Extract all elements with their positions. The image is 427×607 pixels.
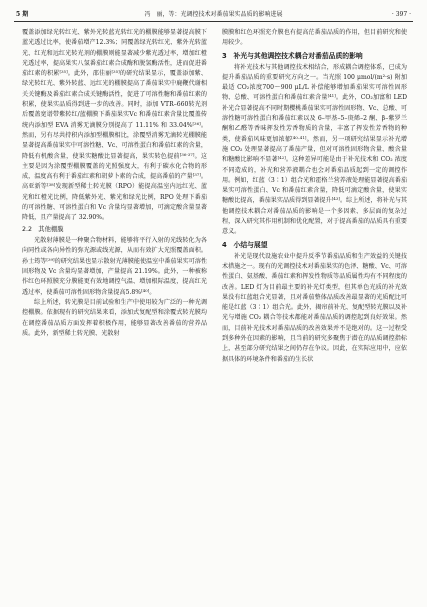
running-header	[14, 8, 413, 22]
citation-ref: [39]	[46, 256, 55, 262]
page-number: · 397 ·	[391, 11, 411, 18]
issue-number: 5 期	[16, 11, 29, 18]
text-run: 。此外，CO₂加富和 LED 补光合显著提高不同时期樱桃番茄果实可溶性固形物、Vc、总酸、可溶性糖可溶性蛋白和番茄红素以及 6–甲基–5–庚烯–2 酮、β–紫罗兰酮和乙醛等香味挥发性芳香物质的含量，丰富了挥发性芳香物的种类，使番茄风味更加浓郁	[222, 94, 408, 143]
body-paragraph	[222, 63, 407, 238]
body-paragraph	[22, 236, 207, 298]
citation-ref: [41]	[327, 93, 336, 99]
text-run: 。这主要是因为涂覆型棚膜覆盖的光照强度大，有利于碳水化合物的形成，温度高有利于番茄红素和胡萝卜素的合成，提高番茄的产量	[22, 152, 208, 181]
citation-ref: [43]	[331, 196, 340, 202]
text-run: 。综上所述，将补光与其他调控技术耦合对番茄品质的影响是一个多因素、多层面的复杂过程，深入研究其作用机制和优化配置，对于提高番茄的品质具有重要意义。	[222, 197, 408, 236]
text-run: 光散射薄膜是一种聚合物材料，能够将平行入射的光线转化为各向同性或各向异性的弥光源或线光源，从而有效扩大光照覆盖面积。孙士筠等	[22, 237, 207, 265]
right-column	[222, 28, 407, 365]
section-heading: 3 补光与其他调控技术耦合对番茄品质的影响	[222, 51, 363, 60]
text-run: 膜膜和红色环照充介膜也有提高茫番茄品质的作用，但目前研究和使用较少。	[222, 29, 407, 47]
body-paragraph	[222, 252, 407, 365]
text-run: 将补光技术与其他调控技术相结合，形成耦合调控体系，已成为提升番茄品质的重要研究方向之一。当光照 100 μmol/(m²·s) 附加最适 CO₂浓度700～900 μL/L 补偿能够增加番茄果实可溶性固形物、总酸、可溶性蛋白和番茄红素含量	[222, 63, 407, 102]
text-run: 。此外，邵佳丽	[67, 70, 112, 78]
citation-ref: [40–41]	[291, 134, 307, 140]
text-run: 补光是现代设施农业中提升反季节番茄品质和生产效益的关键技术措施之一。现有的光调控技术对番茄果实的色泽、糖酸、Vc、可溶性蛋白、氨基酸、番茄红素和挥发性物质等品质属性均有不同程度的改善。LED 灯为目前最主要的补光灯类型，但其单色光质的补光效果没有红蓝组合光显著，且对番茄整体品质改善最显著的光质配比可能是红蓝（3∶1）组合光。此外，揭帘前补光、复配型转光膜以及补光与增施 CO₂ 耦合等技术都能对番茄品质的调控起到良好效果。然而，目前补光技术对番茄品质的改善效果并不是绝对的。这一过程受到多种外在因素的影响，且当前的研究多聚焦于潜在的品质调控指标上，甚至部分研究结果之间仍存在争议。因此，在实际应用中，应依据具体的环境条件和番茄的生长状	[222, 252, 407, 363]
section-heading: 4 小结与展望	[222, 240, 268, 249]
text-run: 。高亚新等	[22, 173, 208, 191]
citation-ref: [36-37]	[179, 151, 195, 157]
body-paragraph	[22, 28, 207, 224]
text-run: 综上所述，转光膜是目前试验和生产中使用较为广泛的一种光调控棚膜。依据现有的研究结果来看，添加式复配型和涂覆式转光膜均在调控番茄品质方面发挥着积极作用，能够显著改善番茄的营养品质。此外，新型稀土转光膜、光散射	[22, 298, 207, 337]
citation-ref: [37]	[192, 172, 201, 178]
text-run: 。	[149, 288, 156, 296]
body-paragraph	[22, 298, 207, 339]
text-run: 的研究结果显示，覆盖添加紫、绿光转红光、紫外转蓝、远红光的棚膜提高了番茄果实中鹿鞭代谢相关关键酶及番茄红素合成关键酶活性，促进了可溶性糖和番茄红素的积累，使果实品质得到进一步的改善。同时，添加 VTR–660转光剂后覆盖宽谱带紫转红/蓝棚膜下番茄果实Vc 和番茄红素含量比覆盖传统内添加型 EVA 消雾无滴膜分别提高了 11.11% 和 33.04%	[22, 70, 208, 129]
text-run: 。这种差异可能是由于补光技术和 CO₂ 浓度不同造成的，补光和营养液耦合也会对番茄品质起到一定的调控作用。例如，红蓝（3∶1）组合光和霍格兰营养液处理能显著提高番茄果实可溶性蛋白、Vc 和番茄红素含量，降低可滴定酸含量，使果实糖酸比提高，番茄果实品质得到显著提升	[222, 156, 407, 205]
text-run: 覆盖添加绿光转红光、紫外光转蓝光转红光的棚膜能够显著提高膜下蓝光透过比率，使番茄增产12.3%；同覆盖绿光转红光、紫外光转蓝光、红光和远红光转光剂的棚膜则能显著减少紫光透过率，增加红橙光透过率，提高果实八氢番茄红素合成酶和脱氢酶活性，进而促进番茄红素的积累	[22, 29, 207, 78]
citation-ref: [35]	[111, 69, 120, 75]
citation-ref: [36]	[192, 120, 201, 126]
citation-ref: [40]	[141, 287, 150, 293]
subsection-heading: 2.2 其他棚膜	[22, 225, 64, 233]
running-title: 冯 丽，等：光调控技术对番茄果实品质的影响进展	[144, 11, 283, 18]
text-run: 的研究结果也显示散射光薄膜能使温室中番茄果实可溶性固形物及 Vc 含量均显著增加，产量提高 21.19%。此外，一种被称作红色环照膜充分膜能更有效地调控气温、增加根际温度，提高红光透过率，使番茄可溶性固形物含量提高5.8%	[22, 257, 208, 296]
body-paragraph	[222, 28, 407, 49]
citation-ref: [35]	[59, 69, 68, 75]
left-column	[22, 28, 207, 339]
text-run: 发现新型稀土转光膜（RPO）能提高温室内远红光、蓝光和红橙光比例，降低紫外光、紫光和绿光比例，RPO 处理下番茄的可溶性糖、可溶性蛋白和 Vc 含量均显著增加，可滴定酸含量显著降低，且产量提高了 32.90%。	[22, 183, 208, 222]
citation-ref: [42]	[277, 155, 286, 161]
text-run: 。然而，另一项研究结果显示补光增施 CO₂ 处理显著提高了番茄产量，但对可溶性固形物含量、酸含量和糖酸比影响不显著	[222, 135, 408, 164]
text-run: 。然而，另有尽共持积内添加型棚膜相比，涂覆型消雾无滴转光棚膜能显著提高番茄果实中可溶性糖、Vc、可溶性蛋白和番茄红素的含量，降低有机酸含量，使果实糖酸比显著提高，果实转色提前	[22, 121, 208, 160]
citation-ref: [38]	[47, 182, 56, 188]
